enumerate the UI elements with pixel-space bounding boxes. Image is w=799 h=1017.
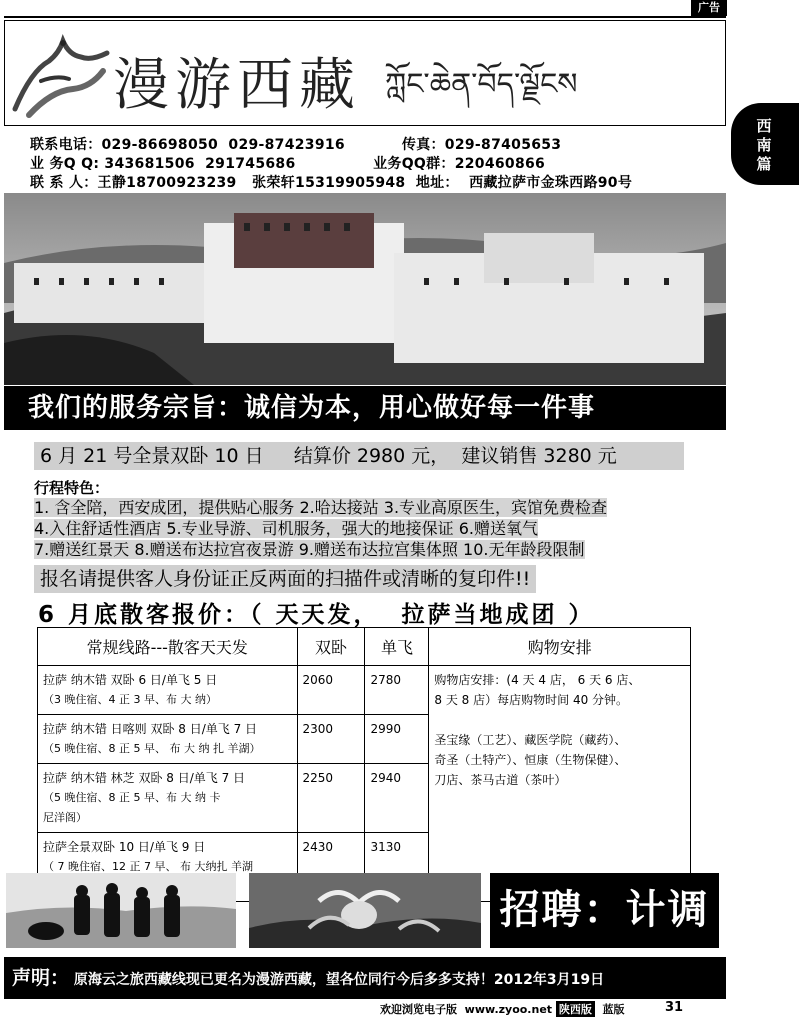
route-cell xyxy=(38,715,298,764)
signup-note: 报名请提供客人身份证正反两面的扫描件或清晰的复印件!! xyxy=(34,565,536,593)
footer-website: 欢迎浏览电子版 www.zyoo.net xyxy=(380,1003,556,1016)
tibetan-calligraphy: ཀློང་ཆེན་བོད་ལྗོངས xyxy=(385,67,578,102)
top-rule xyxy=(4,16,726,18)
yak-skull-photo xyxy=(249,873,481,948)
statement-bar xyxy=(4,957,726,999)
page-number: 31 xyxy=(665,1000,684,1015)
footer-edition: 陕西版 xyxy=(556,1001,595,1017)
table-header-row xyxy=(38,628,691,666)
statement-label: 声明： xyxy=(12,967,70,989)
ad-tag: 广告 xyxy=(691,0,727,16)
route-name: 拉萨 纳木错 日喀则 双卧 8 日/单飞 7 日 xyxy=(43,722,258,736)
double-price: 2300 xyxy=(297,715,365,764)
route-name: 拉萨全景双卧 10 日/单飞 9 日 xyxy=(43,840,206,854)
feature-line-text: 1. 含全陪，西安成团，提供贴心服务 2.哈达接站 3.专业高原医生，宾馆免费检查 xyxy=(34,498,608,517)
route-detail: （ 7 晚住宿、12 正 7 早、 布 大纳扎 羊湖 xyxy=(43,860,253,873)
double-price: 2430 xyxy=(297,833,365,902)
statement-text: 原海云之旅西藏线现已更名为漫游西藏，望各位同行今后多多支持！2012年3月19日 xyxy=(69,972,605,988)
footer-info xyxy=(380,1001,625,1017)
header-double: 双卧 xyxy=(297,628,365,666)
logo-header xyxy=(4,20,726,126)
potala-palace-photo xyxy=(4,193,726,385)
table-row xyxy=(38,666,691,715)
feature-line xyxy=(34,519,538,539)
contact-qq: 业 务Q Q: 343681506 291745686 业务QQ群：220460866 xyxy=(30,156,546,172)
route-name: 拉萨 纳木错 林芝 双卧 8 日/单飞 7 日 xyxy=(43,771,246,785)
double-price: 2250 xyxy=(297,764,365,833)
route-detail: （5 晚住宿、8 正 5 早、 布 大 纳 扎 羊湖） xyxy=(43,742,261,755)
shopping-line: 购物店安排：(4 天 4 店， 6 天 6 店、 xyxy=(434,673,641,687)
shopping-line: 8 天 8 店）每店购物时间 40 分钟。 xyxy=(434,693,629,707)
feature-line-text: 4.入住舒适性酒店 5.专业导游、司机服务，强大的地接保证 6.赠送氧气 xyxy=(34,519,538,538)
route-detail: （3 晚住宿、4 正 3 早、布 大 纳） xyxy=(43,693,217,706)
service-slogan: 我们的服务宗旨：诚信为本，用心做好每一件事 xyxy=(4,386,726,430)
brand-title: 漫游西藏 xyxy=(113,53,361,118)
single-price: 2780 xyxy=(365,666,429,715)
contact-person-address: 联 系 人：王静18700923239 张荣轩15319905948 地址： 西藏拉萨市金珠西路90号 xyxy=(30,175,633,191)
side-tab-char: 篇 xyxy=(756,155,772,173)
mountain-logo-icon xyxy=(11,31,111,121)
features-title: 行程特色： xyxy=(34,479,110,497)
quote-title: 6 月底散客报价：（ 天天发， 拉萨当地成团 ） xyxy=(38,602,595,628)
route-detail-extra: 尼洋阁） xyxy=(43,811,87,824)
price-highlight: 6 月 21 号全景双卧 10 日 结算价 2980 元， 建议销售 3280 元 xyxy=(34,442,684,470)
contact-phone-fax: 联系电话：029-86698050 029-87423916 传真：029-87405653 xyxy=(30,137,562,153)
header-single: 单飞 xyxy=(365,628,429,666)
feature-line xyxy=(34,498,607,518)
single-price: 3130 xyxy=(365,833,429,902)
spacer xyxy=(434,710,685,730)
footer-color: 蓝版 xyxy=(594,1003,625,1016)
header-shopping: 购物安排 xyxy=(429,628,691,666)
single-price: 2940 xyxy=(365,764,429,833)
tibetan-people-photo xyxy=(6,873,236,948)
route-cell xyxy=(38,666,298,715)
side-tab-char: 南 xyxy=(756,136,772,154)
feature-line-text: 7.赠送红景天 8.赠送布达拉宫夜景游 9.赠送布达拉宫集体照 10.无年龄段限制 xyxy=(34,540,585,559)
shopping-line: 奇圣（土特产）、恒康（生物保健）、 xyxy=(434,753,627,767)
header-route: 常规线路---散客天天发 xyxy=(38,628,298,666)
side-tab-char: 西 xyxy=(756,117,772,135)
section-side-tab xyxy=(731,103,799,185)
feature-line xyxy=(34,540,585,560)
recruit-banner: 招聘：计调 xyxy=(490,873,719,948)
route-detail: （5 晚住宿、8 正 5 早、布 大 纳 卡 xyxy=(43,791,221,804)
shopping-line: 刀店、茶马古道（茶叶） xyxy=(434,773,567,787)
single-price: 2990 xyxy=(365,715,429,764)
route-cell xyxy=(38,764,298,833)
shopping-cell xyxy=(429,666,691,902)
price-table xyxy=(37,627,691,902)
double-price: 2060 xyxy=(297,666,365,715)
route-name: 拉萨 纳木错 双卧 6 日/单飞 5 日 xyxy=(43,673,218,687)
shopping-line: 圣宝缘（工艺）、藏医学院（藏药）、 xyxy=(434,733,627,747)
